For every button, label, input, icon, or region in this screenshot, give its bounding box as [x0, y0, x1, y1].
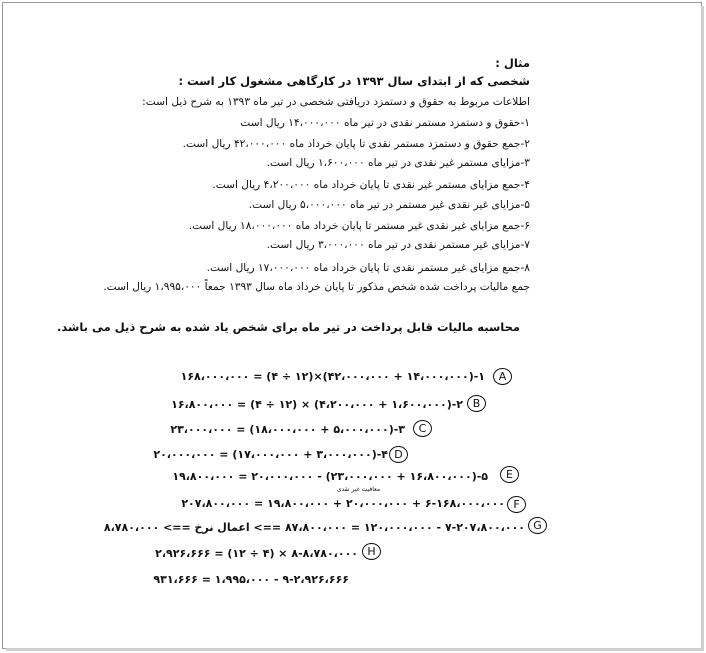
equation-label-e: E: [500, 466, 519, 483]
info-item-8: ۸-جمع مزایای غیر مستمر نقدی تا پایان خرداد ماه ۱۷،۰۰۰،۰۰۰ ریال است.: [206, 262, 530, 274]
equation-label-a: A: [493, 368, 512, 385]
total-tax-paid: جمع مالیات پرداخت شده شخص مذکور تا پایان خرداد ماه سال ۱۳۹۳ جمعاً ۱،۹۹۵،۰۰۰ ریال است.: [103, 281, 530, 293]
page-shadow-right: [701, 6, 704, 649]
equation-8: ۸-۸،۷۸۰،۰۰۰ × (۴ ÷ ۱۲) = ۲،۹۲۶،۶۶۶: [155, 547, 358, 560]
info-item-2: ۲-جمع حقوق و دستمزد مستمر نقدی تا پایان خرداد ماه ۴۲،۰۰۰،۰۰۰ ریال است.: [182, 138, 530, 150]
equation-label-d: D: [389, 446, 408, 463]
equation-3: ۳-(۵،۰۰۰،۰۰۰ + ۱۸،۰۰۰،۰۰۰) = ۲۳،۰۰۰،۰۰۰: [170, 423, 405, 436]
info-item-4: ۴-جمع مزایای مستمر غیر نقدی تا پایان خرداد ماه ۴،۲۰۰،۰۰۰ ریال است.: [212, 179, 530, 191]
equation-label-h: H: [362, 543, 381, 560]
info-item-3: ۳-مزایای مستمر غیر نقدی در تیر ماه ۱،۶۰۰،۰۰۰ ریال است.: [266, 157, 530, 169]
info-item-7: ۷-مزایای غیر مستمر نقدی در تیر ماه ۳،۰۰۰،۰۰۰ ریال است.: [266, 239, 530, 251]
info-item-1: ۱-حقوق و دستمزد مستمر نقدی در تیر ماه ۱۴،۰۰۰،۰۰۰ ریال است: [240, 117, 530, 129]
equation-6: ۶-۱۶۸،۰۰۰،۰۰۰ + ۲۰،۰۰۰،۰۰۰ + ۱۹،۸۰۰،۰۰۰ = ۲۰۷،۸۰۰،۰۰۰: [181, 497, 505, 510]
info-item-6: ۶-جمع مزایای غیر نقدی غیر مستمر تا پایان خرداد ماه ۱۸،۰۰۰،۰۰۰ ریال است.: [188, 220, 530, 232]
equation-5: ۵-(۱۶،۸۰۰،۰۰۰ + ۲۳،۰۰۰،۰۰۰) - ۲۰،۰۰۰،۰۰۰ = ۱۹،۸۰۰،۰۰۰: [172, 470, 488, 483]
info-item-5: ۵-مزایای غیر نقدی غیر مستمر در تیر ماه ۵،۰۰۰،۰۰۰ ریال است.: [248, 199, 530, 211]
page-shadow-bottom: [6, 648, 704, 651]
equation-1: ۱-(۱۴،۰۰۰،۰۰۰ + ۴۲،۰۰۰،۰۰۰)×(۱۲ ÷ ۴) = ۱۶۸،۰۰۰،۰۰۰: [180, 370, 485, 383]
equation-label-g: G: [528, 517, 547, 534]
calc-heading: محاسبه مالیات قابل پرداخت در تیر ماه برای شخص یاد شده به شرح ذیل می باشد.: [57, 320, 520, 334]
equation-label-b: B: [467, 395, 486, 412]
equation-7: ۷-۲۰۷،۸۰۰،۰۰۰ - ۱۲۰،۰۰۰،۰۰۰ = ۸۷،۸۰۰،۰۰۰ ==> اعمال نرخ ==> ۸،۷۸۰،۰۰۰: [103, 521, 525, 534]
example-title: مثال :: [495, 56, 530, 70]
equation-label-f: F: [507, 496, 526, 513]
example-info: اطلاعات مربوط به حقوق و دستمزد دریافتی شخصی در تیر ماه ۱۳۹۳ به شرح ذیل است:: [142, 96, 530, 108]
equation-4: ۴-(۳،۰۰۰،۰۰۰ + ۱۷،۰۰۰،۰۰۰) = ۲۰،۰۰۰،۰۰۰: [153, 448, 388, 461]
equation-9: ۹-۲،۹۲۶،۶۶۶ - ۱،۹۹۵،۰۰۰ = ۹۳۱،۶۶۶: [153, 573, 349, 586]
equation-label-c: C: [413, 420, 432, 437]
equation-2: ۲-(۱،۶۰۰،۰۰۰ + ۴،۲۰۰،۰۰۰) × (۱۲ ÷ ۴) = ۱۶،۸۰۰،۰۰۰: [171, 398, 463, 411]
exemption-note: معافیت غیر نقدی: [337, 486, 381, 493]
example-intro: شخصی که از ابتدای سال ۱۳۹۳ در کارگاهی مشغول کار است :: [178, 74, 530, 88]
